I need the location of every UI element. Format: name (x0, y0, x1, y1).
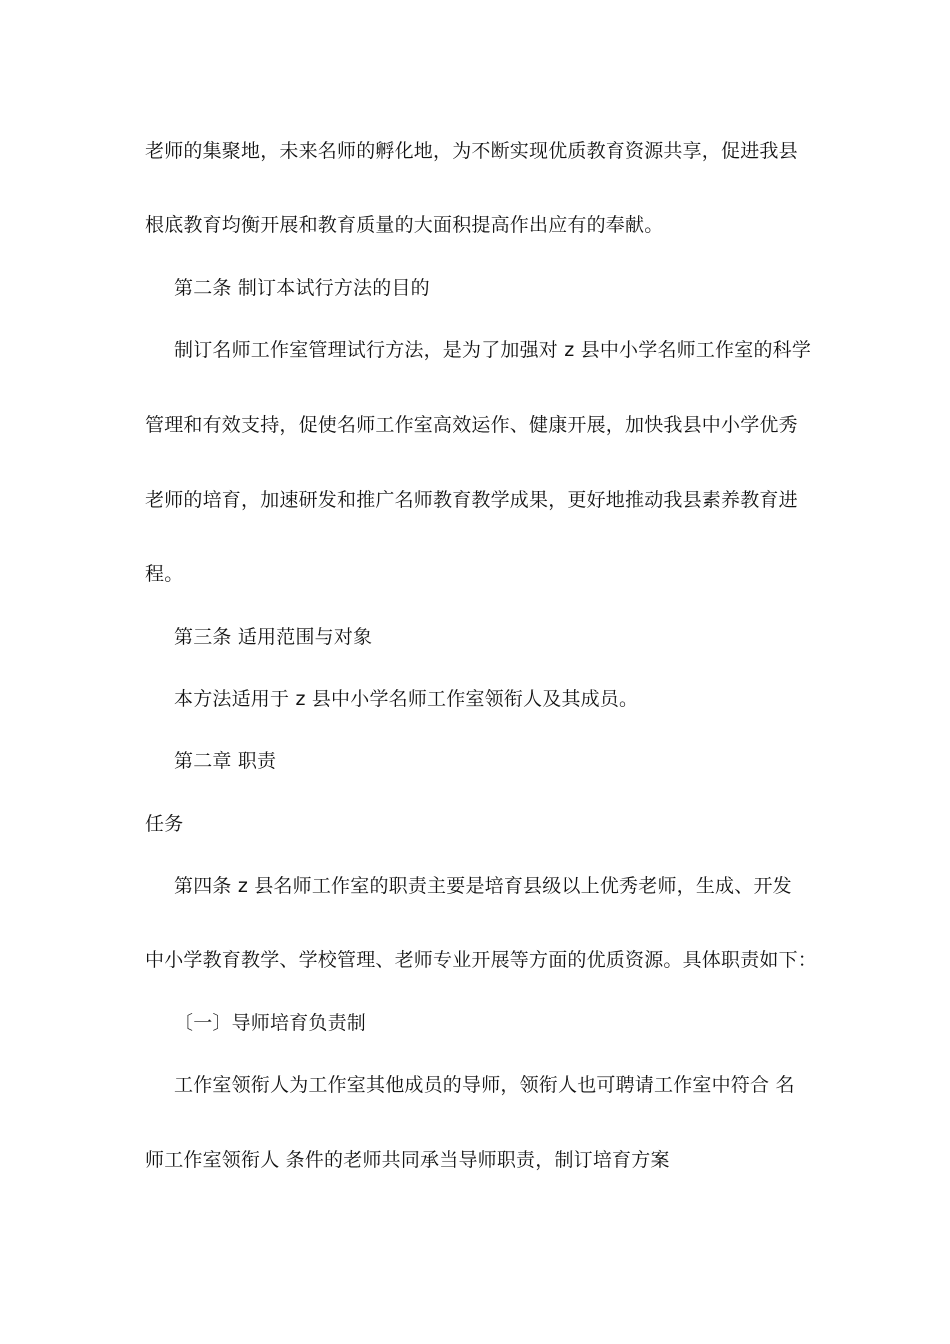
paragraph-line: 中小学教育教学、学校管理、老师专业开展等方面的优质资源。具体职责如下： (145, 949, 818, 971)
paragraph-line: 程。 (145, 563, 184, 585)
paragraph-line: 制订名师工作室管理试行方法，是为了加强对 z 县中小学名师工作室的科学 (174, 339, 812, 361)
article-heading: 第三条 适用范围与对象 (174, 626, 373, 648)
chapter-heading-continuation: 任务 (145, 813, 184, 835)
paragraph-line: 老师的培育，加速研发和推广名师教育教学成果，更好地推动我县素养教育进 (145, 489, 798, 511)
article-heading: 第二条 制订本试行方法的目的 (174, 277, 430, 299)
paragraph-line: 老师的集聚地，未来名师的孵化地，为不断实现优质教育资源共享，促进我县 (145, 140, 798, 162)
paragraph-line: 管理和有效支持，促使名师工作室高效运作、健康开展，加快我县中小学优秀 (145, 414, 798, 436)
paragraph-line: 根底教育均衡开展和教育质量的大面积提高作出应有的奉献。 (145, 214, 664, 236)
paragraph-line: 工作室领衔人为工作室其他成员的导师，领衔人也可聘请工作室中符合 名 (174, 1074, 795, 1096)
document-body (145, 0, 825, 1344)
paragraph-line: 师工作室领衔人 条件的老师共同承当导师职责，制订培育方案 (145, 1149, 670, 1171)
paragraph-line: 第四条 z 县名师工作室的职责主要是培育县级以上优秀老师，生成、开发 (174, 875, 792, 897)
subsection-heading: 〔一〕导师培育负责制 (174, 1012, 367, 1034)
paragraph-line: 本方法适用于 z 县中小学名师工作室领衔人及其成员。 (174, 688, 639, 710)
chapter-heading: 第二章 职责 (174, 750, 277, 772)
